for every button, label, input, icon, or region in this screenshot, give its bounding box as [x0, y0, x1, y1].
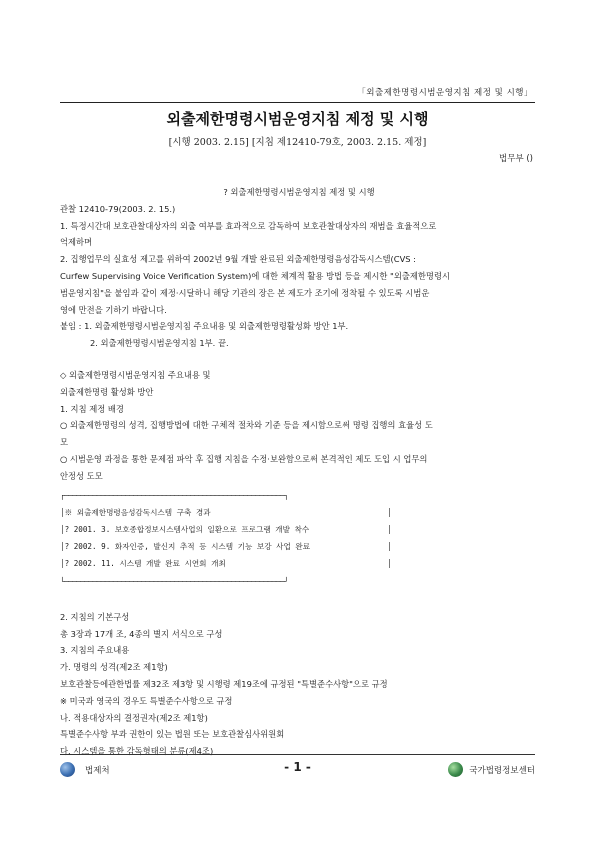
- box-line: │? 2002. 9. 화자인증, 발신지 추적 등 시스템 기능 보강 사업 완료: [60, 542, 311, 552]
- ministry-label: 법무부 (): [499, 154, 533, 164]
- subsection-heading: 2. 지침의 기본구성: [60, 611, 130, 622]
- bullet-line: ○ 시범운영 과정을 통한 문제점 파악 후 집행 지침을 수정·보완함으로써 본격적인 제도 도입 시 업무의: [60, 453, 428, 464]
- box-line: │※ 외출제한명령음성감독시스템 구축 경과: [60, 507, 211, 517]
- footer-left-label: 법제처: [85, 765, 110, 776]
- item-heading: 나. 적용대상자의 결정권자(제2조 제1항): [60, 712, 208, 723]
- bullet-line: ○ 외출제한명령의 성격, 집행방법에 대한 구체적 절차와 기준 등을 제시함으로써 명령 집행의 효율성 도: [60, 420, 433, 431]
- paragraph-line: Curfew Supervising Voice Verification System)에 대한 체계적 활용 방법 등을 제시한 "외출제한명령시: [60, 270, 450, 281]
- footer-right-label: 국가법령정보센터: [469, 765, 535, 776]
- notice-title: ? 외출제한명령시범운영지침 제정 및 시행: [223, 187, 375, 197]
- box-top-border: ┌──────────────────────────────────────────────────────┐: [60, 490, 289, 500]
- paragraph-line: 범운영지침"을 붙임과 같이 제정·시달하니 해당 기관의 장은 본 제도가 조기에 정착될 수 있도록 시범운: [60, 287, 430, 298]
- box-bottom-border: └──────────────────────────────────────────────────────┘: [60, 576, 289, 586]
- subsection-heading: 1. 지침 제정 배경: [60, 403, 124, 414]
- paragraph-line: 특별준수사항 부과 권한이 있는 법원 또는 보호관찰심사위원회: [60, 729, 285, 740]
- item-heading: 다. 시스템을 통한 감독형태의 분류(제4조): [60, 746, 214, 757]
- paragraph-line: 2. 집행업무의 실효성 제고를 위하여 2002년 9월 개발 완료된 외출제한명령음성감독시스템(CVS :: [60, 254, 416, 265]
- box-right-edge: │: [387, 542, 392, 552]
- law-center-logo-icon: [448, 762, 463, 777]
- box-right-edge: │: [387, 559, 392, 569]
- footer-right: [448, 762, 535, 777]
- attachment-line: 2. 외출제한명령시범운영지침 1부. 끝.: [90, 338, 229, 349]
- bullet-line: 안정성 도모: [60, 470, 103, 481]
- paragraph-line: 억제하며: [60, 237, 93, 248]
- footer-rule: [60, 754, 535, 755]
- paragraph-line: 총 3장과 17개 조, 4종의 별지 서식으로 구성: [60, 628, 223, 639]
- notice-reference: 관찰 12410-79(2003. 2. 15.): [60, 203, 176, 214]
- running-header: 「외출제한명령시범운영지침 제정 및 시행」: [357, 88, 533, 98]
- page-footer: [60, 762, 535, 778]
- section-heading: 외출제한명령 활성화 방안: [60, 386, 154, 397]
- page-number: - 1 -: [284, 760, 311, 774]
- paragraph-line: 보호관찰등에관한법률 제32조 제3항 및 시행령 제19조에 규정된 "특별준수사항"으로 규정: [60, 678, 388, 689]
- document-meta: [시행 2003. 2.15] [지침 제12410-79호, 2003. 2.15. 제정]: [168, 137, 427, 148]
- box-line: │? 2001. 3. 보호종합정보시스템사업의 일환으로 프로그램 개발 착수: [60, 524, 310, 534]
- section-heading: ◇ 외출제한명령시범운영지침 주요내용 및: [60, 369, 211, 380]
- note-line: ※ 미국과 영국의 경우도 특별준수사항으로 규정: [60, 695, 233, 706]
- box-right-edge: │: [387, 524, 392, 534]
- attachment-line: 붙임 : 1. 외출제한명령시범운영지침 주요내용 및 외출제한명령활성화 방안 1부.: [60, 321, 349, 332]
- box-right-edge: │: [387, 507, 392, 517]
- paragraph-line: 1. 특정시간대 보호관찰대상자의 외출 여부를 효과적으로 감독하여 보호관찰대상자의 재범을 효율적으로: [60, 220, 437, 231]
- paragraph-line: 영에 만전을 기하기 바랍니다.: [60, 304, 167, 315]
- history-box: [60, 487, 538, 590]
- spacer: [60, 594, 538, 609]
- spacer: [60, 352, 538, 367]
- item-heading: 가. 명령의 성격(제2조 제1항): [60, 662, 168, 673]
- header-rule: [60, 102, 535, 103]
- document-body: [60, 184, 538, 760]
- bullet-line: 모: [60, 437, 69, 448]
- document-title: 외출제한명령시범운영지침 제정 및 시행: [166, 110, 429, 128]
- box-line: │? 2002. 11. 시스템 개발 완료 시연회 개최: [60, 559, 226, 569]
- subsection-heading: 3. 지침의 주요내용: [60, 645, 130, 656]
